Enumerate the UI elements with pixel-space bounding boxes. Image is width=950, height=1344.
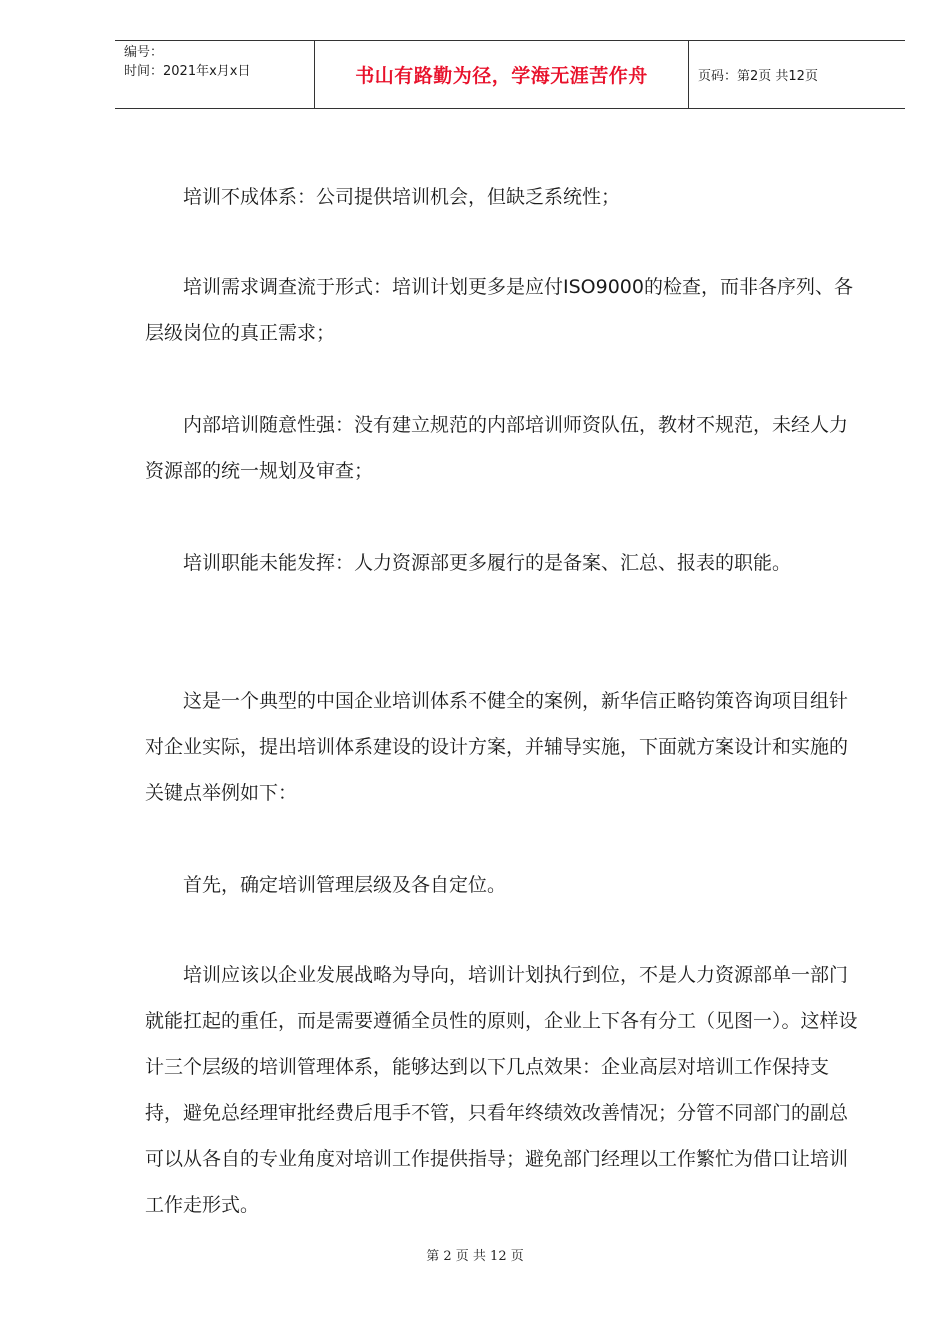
paragraph: 培训不成体系：公司提供培训机会，但缺乏系统性； [145,186,621,208]
paragraph: 首先，确定培训管理层级及各自定位。 [145,874,507,896]
header-page-info: 页码：第2页 共12页 [698,69,818,84]
paragraph: 培训需求调查流于形式：培训计划更多是应付ISO9000的检查，而非各序列、各层级岗位的真正需求； [145,276,853,344]
page-header [115,40,905,109]
document-time-label: 时间：2021年x月x日 [124,64,251,79]
paragraph: 内部培训随意性强：没有建立规范的内部培训师资队伍，教材不规范，未经人力资源部的统一规划及审查； [145,414,849,482]
paragraph: 培训应该以企业发展战略为导向，培训计划执行到位，不是人力资源部单一部门就能扛起的重任，而是需要遵循全员性的原则，企业上下各有分工（见图一）。这样设计三个层级的培训管理体系，能够达到以下几点效果：企业高层对培训工作保持支持，避免总经理审批经费后甩手不管，只看年终绩效改善情况；分管不同部门的副总可以从各自的专业角度对培训工作提供指导；避免部门经理以工作繁忙为借口让培训工作走形式。 [145,964,858,1216]
document-number-label: 编号： [124,45,164,60]
paragraph: 这是一个典型的中国企业培训体系不健全的案例，新华信正略钧策咨询项目组针对企业实际，提出培训体系建设的设计方案，并辅导实施，下面就方案设计和实施的关键点举例如下： [145,690,849,804]
page-footer: 第 2 页 共 12 页 [426,1249,524,1264]
header-motto: 书山有路勤为径，学海无涯苦作舟 [315,41,689,108]
header-meta [115,41,315,108]
paragraph: 培训职能未能发挥：人力资源部更多履行的是备案、汇总、报表的职能。 [145,552,792,574]
